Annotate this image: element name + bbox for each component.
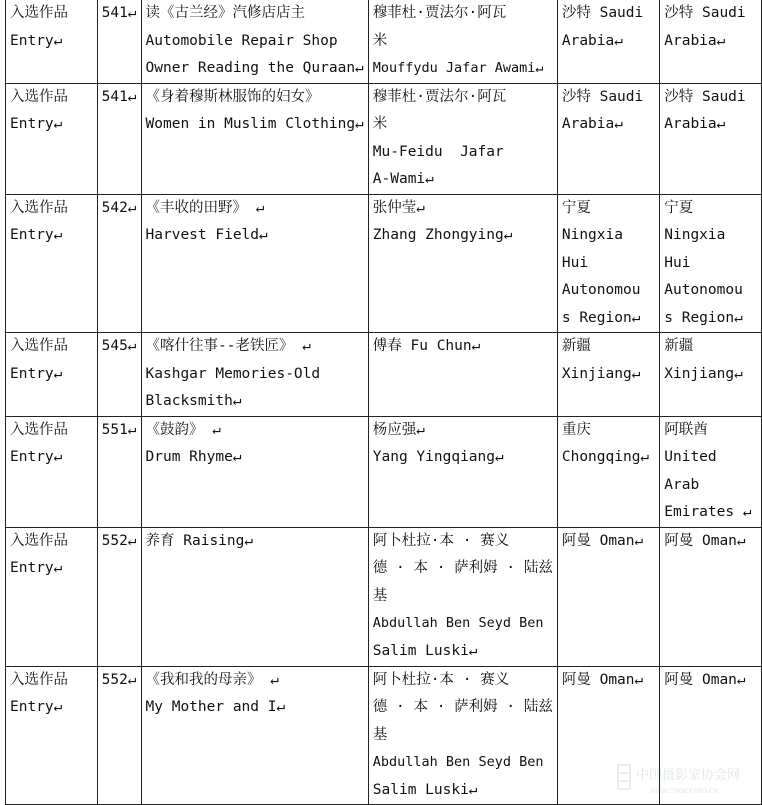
- cell-text-line: Xinjiang↵: [561, 365, 641, 382]
- entry-status-cell: [6, 666, 98, 805]
- cell-text-line: Arabia↵: [664, 32, 726, 49]
- cell-text-line: 宁夏: [664, 199, 694, 216]
- cell-text-line: Drum Rhyme↵: [145, 449, 242, 465]
- cell-text-line: 沙特 Saudi: [561, 5, 644, 21]
- entry-status-cell: [6, 83, 98, 194]
- cell-text-line: 米: [372, 116, 388, 132]
- entry-title-cell: [141, 83, 368, 194]
- table-row: [6, 333, 762, 417]
- entry-origin-cell: [557, 527, 659, 666]
- cell-text-line: Arabia↵: [561, 116, 623, 132]
- cell-text-line: Owner Reading the Quraan↵: [145, 60, 364, 76]
- entries-table: [5, 0, 762, 805]
- entry-author-cell: [368, 416, 557, 527]
- cell-text-line: 养育 Raising↵: [145, 532, 254, 549]
- cell-text-line: Entry↵: [10, 365, 63, 382]
- cell-text-line: Mu-Feidu Jafar: [372, 143, 504, 160]
- entry-title-cell: [141, 0, 368, 83]
- cell-text-line: 沙特 Saudi: [664, 88, 746, 105]
- cell-text-line: 545↵: [101, 338, 137, 354]
- cell-text-line: 基: [372, 726, 388, 743]
- cell-text-line: Arab: [664, 476, 700, 493]
- entry-author-cell: [368, 666, 557, 805]
- entry-number-cell: [97, 666, 141, 805]
- entry-author-cell: [368, 0, 557, 83]
- cell-text-line: Salim Luski↵: [372, 642, 478, 659]
- entry-status-cell: [6, 416, 98, 527]
- cell-text-line: My Mother and I↵: [145, 699, 286, 715]
- cell-text-line: Yang Yingqiang↵: [372, 449, 504, 465]
- cell-text-line: Harvest Field↵: [145, 227, 268, 243]
- cell-text-line: Entry↵: [10, 699, 63, 715]
- cell-text-line: 阿联酋: [664, 421, 708, 438]
- cell-text-line: 入选作品: [10, 338, 68, 354]
- cell-text-line: Hui: [664, 254, 691, 271]
- cell-text-line: 入选作品: [10, 5, 68, 21]
- cell-text-line: 宁夏: [561, 199, 591, 216]
- cell-text-line: Women in Muslim Clothing↵: [145, 116, 364, 132]
- entry-region-cell: [660, 416, 762, 527]
- entry-status-cell: [6, 333, 98, 417]
- cell-text-line: Salim Luski↵: [372, 781, 478, 798]
- cell-text-line: Hui: [561, 254, 589, 271]
- cell-text-line: 米: [372, 32, 388, 49]
- table-row: [6, 194, 762, 333]
- entry-title-cell: [141, 416, 368, 527]
- entry-origin-cell: [557, 0, 659, 83]
- cell-text-line: 阿曼 Oman↵: [664, 532, 746, 549]
- entry-origin-cell: [557, 83, 659, 194]
- cell-text-line: 入选作品: [10, 671, 68, 688]
- table-body: [6, 0, 762, 805]
- cell-text-line: United: [664, 449, 717, 465]
- entry-number-cell: [97, 83, 141, 194]
- entry-number-cell: [97, 0, 141, 83]
- cell-text-line: Abdullah Ben Seyd Ben: [372, 615, 544, 631]
- cell-text-line: Blacksmith↵: [145, 393, 242, 409]
- cell-text-line: Arabia↵: [561, 32, 623, 49]
- cell-text-line: Entry↵: [10, 560, 63, 576]
- table-row: [6, 416, 762, 527]
- cell-text-line: Arabia↵: [664, 116, 726, 132]
- cell-text-line: Ningxia: [561, 227, 623, 243]
- cell-text-line: 张仲莹↵: [372, 199, 426, 216]
- entry-author-cell: [368, 333, 557, 417]
- entry-origin-cell: [557, 333, 659, 417]
- cell-text-line: Chongqing↵: [561, 449, 650, 465]
- cell-text-line: Entry↵: [10, 227, 63, 243]
- entry-number-cell: [97, 527, 141, 666]
- entry-title-cell: [141, 333, 368, 417]
- entry-title-cell: [141, 527, 368, 666]
- cell-text-line: 沙特 Saudi: [561, 88, 644, 105]
- table-row: [6, 83, 762, 194]
- cell-text-line: 552↵: [101, 532, 137, 549]
- cell-text-line: Abdullah Ben Seyd Ben: [372, 754, 544, 770]
- cell-text-line: 入选作品: [10, 532, 68, 549]
- cell-text-line: 入选作品: [10, 199, 68, 216]
- cell-text-line: Autonomou: [561, 282, 641, 298]
- entry-region-cell: [660, 333, 762, 417]
- cell-text-line: Mouffydu Jafar Awami↵: [372, 60, 544, 76]
- cell-text-line: 阿曼 Oman↵: [561, 671, 644, 688]
- entry-region-cell: [660, 0, 762, 83]
- cell-text-line: 阿卜杜拉·本 · 赛义: [372, 532, 510, 549]
- cell-text-line: 沙特 Saudi: [664, 5, 746, 21]
- cell-text-line: 《喀什往事--老铁匠》 ↵: [145, 338, 311, 354]
- cell-text-line: Automobile Repair Shop: [145, 32, 338, 49]
- cell-text-line: 德 · 本 · 萨利姆 · 陆兹: [372, 560, 553, 576]
- cell-text-line: 德 · 本 · 萨利姆 · 陆兹: [372, 699, 553, 715]
- cell-text-line: 入选作品: [10, 88, 68, 105]
- entry-status-cell: [6, 527, 98, 666]
- entry-origin-cell: [557, 194, 659, 333]
- cell-text-line: 杨应强↵: [372, 421, 426, 438]
- cell-text-line: 《鼓韵》 ↵: [145, 421, 221, 438]
- cell-text-line: 《丰收的田野》 ↵: [145, 199, 265, 216]
- cell-text-line: 541↵: [101, 5, 137, 21]
- cell-text-line: 541↵: [101, 88, 137, 105]
- cell-text-line: 穆菲杜·贾法尔·阿瓦: [372, 88, 507, 105]
- cell-text-line: 入选作品: [10, 421, 68, 438]
- entry-author-cell: [368, 527, 557, 666]
- entry-number-cell: [97, 333, 141, 417]
- cell-text-line: 新疆: [664, 338, 694, 354]
- cell-text-line: Kashgar Memories-Old: [145, 365, 321, 382]
- cell-text-line: 阿曼 Oman↵: [664, 671, 746, 688]
- cell-text-line: 552↵: [101, 671, 137, 688]
- cell-text-line: Ningxia: [664, 227, 726, 243]
- entry-region-cell: [660, 83, 762, 194]
- cell-text-line: 重庆: [561, 421, 591, 438]
- cell-text-line: Emirates ↵: [664, 504, 752, 520]
- cell-text-line: s Region↵: [664, 309, 743, 326]
- table-row: [6, 0, 762, 83]
- table-row: [6, 527, 762, 666]
- cell-text-line: Zhang Zhongying↵: [372, 227, 513, 243]
- cell-text-line: Entry↵: [10, 449, 63, 465]
- watermark-url: WWW.CPANET.ORG.CN: [650, 788, 718, 795]
- cell-text-line: Autonomou: [664, 282, 743, 298]
- watermark-text: 中国摄影家协会网: [636, 768, 741, 783]
- entry-number-cell: [97, 194, 141, 333]
- cell-text-line: 542↵: [101, 199, 137, 216]
- entry-status-cell: [6, 194, 98, 333]
- cell-text-line: 基: [372, 587, 388, 604]
- cell-text-line: 阿卜杜拉·本 · 赛义: [372, 671, 510, 688]
- entry-number-cell: [97, 416, 141, 527]
- cell-text-line: Xinjiang↵: [664, 365, 743, 382]
- entry-title-cell: [141, 194, 368, 333]
- cell-text-line: 新疆: [561, 338, 591, 354]
- cell-text-line: 读《古兰经》汽修店店主: [145, 5, 306, 21]
- entry-region-cell: [660, 194, 762, 333]
- entry-status-cell: [6, 0, 98, 83]
- cell-text-line: 傅春 Fu Chun↵: [372, 338, 481, 354]
- cell-text-line: 551↵: [101, 421, 137, 438]
- cell-text-line: s Region↵: [561, 309, 641, 326]
- cell-text-line: A-Wami↵: [372, 171, 434, 187]
- entry-author-cell: [368, 83, 557, 194]
- entry-origin-cell: [557, 416, 659, 527]
- entry-title-cell: [141, 666, 368, 805]
- cell-text-line: Entry↵: [10, 32, 63, 49]
- cell-text-line: 《身着穆斯林服饰的妇女》: [145, 88, 320, 105]
- cell-text-line: 《我和我的母亲》 ↵: [145, 671, 279, 688]
- entry-region-cell: [660, 527, 762, 666]
- cell-text-line: Entry↵: [10, 116, 63, 132]
- watermark-logo: [610, 757, 750, 797]
- entry-author-cell: [368, 194, 557, 333]
- cell-text-line: 阿曼 Oman↵: [561, 532, 644, 549]
- cell-text-line: 穆菲杜·贾法尔·阿瓦: [372, 5, 507, 21]
